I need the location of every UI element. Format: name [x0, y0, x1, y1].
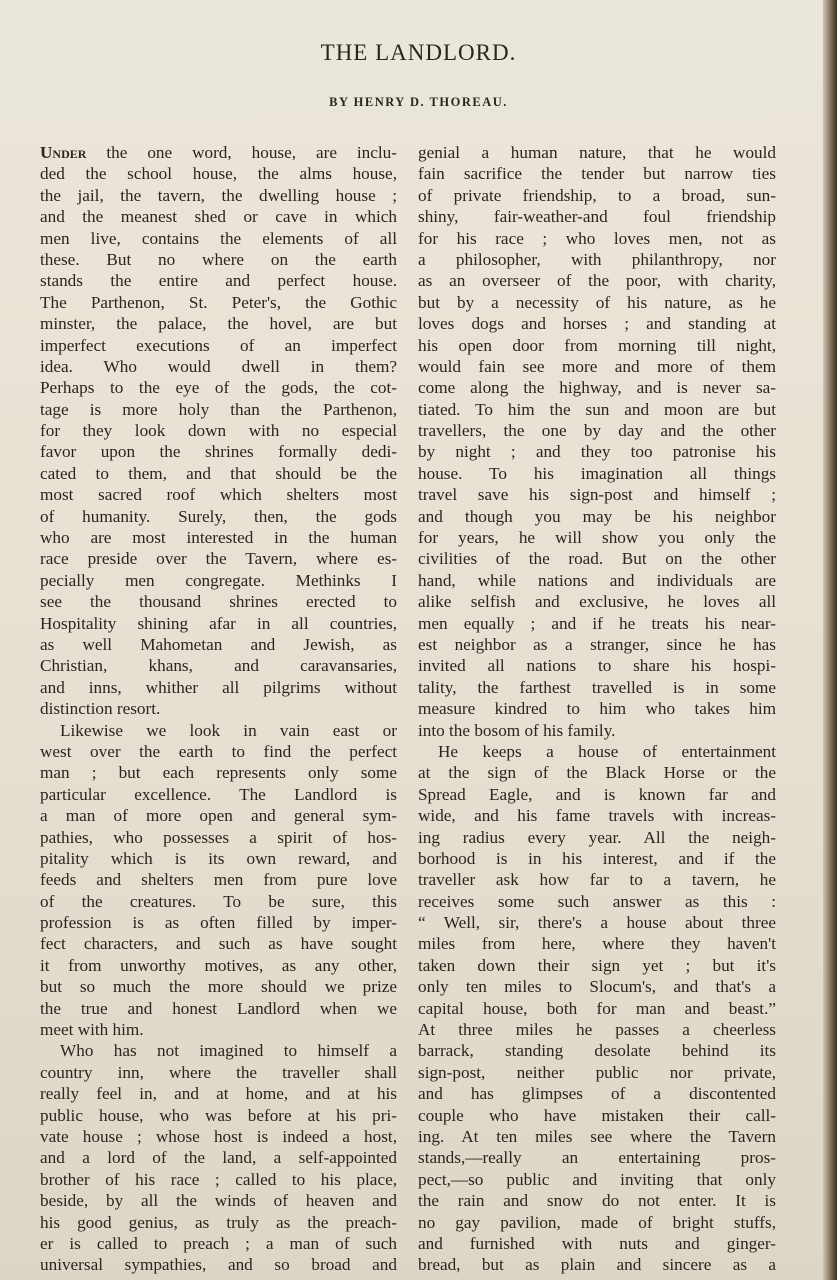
line-text: the rain and snow do not enter. It is: [418, 1191, 776, 1211]
line-text: and furnished with nuts and ginger-: [418, 1233, 776, 1253]
line-text: come along the highway, and is never sa-: [418, 378, 776, 398]
line-text: shiny, fair-weather-and foul friendship: [418, 207, 776, 227]
text-line: [40, 762, 397, 783]
text-line: [418, 933, 776, 954]
line-text: the true and honest Landlord when we: [40, 998, 397, 1018]
line-text: country inn, where the traveller shall: [40, 1062, 397, 1082]
line-text: the one word, house, are inclu-: [106, 143, 397, 162]
line-text: for years, he will show you only the: [418, 528, 776, 548]
text-line: [40, 527, 397, 548]
line-text: men live, contains the elements of all: [40, 228, 397, 248]
line-text: of the creatures. To be sure, this: [40, 891, 397, 911]
text-line: [418, 1169, 776, 1190]
text-line: [418, 484, 776, 505]
line-text: most sacred roof which shelters most: [40, 485, 397, 505]
article-byline: BY HENRY D. THOREAU.: [329, 95, 508, 109]
line-text: the jail, the tavern, the dwelling house ;: [40, 185, 397, 205]
text-column-right: [418, 142, 776, 1276]
text-line: [40, 1083, 397, 1104]
text-line: [418, 741, 776, 762]
text-column-left: [40, 142, 397, 1276]
text-line: [418, 677, 776, 698]
text-line: [40, 976, 397, 997]
line-text: Hospitality shining afar in all countries,: [40, 613, 397, 633]
text-line: [40, 848, 397, 869]
line-text: public house, who was before at his pri-: [40, 1105, 397, 1125]
text-line: [418, 827, 776, 848]
text-line: [40, 249, 397, 270]
line-text: house. To his imagination all things: [418, 463, 776, 483]
text-line: [418, 292, 776, 313]
text-line: [418, 655, 776, 676]
line-text: a philosopher, with philanthropy, nor: [418, 249, 776, 269]
text-line: [40, 998, 397, 1019]
text-line: [40, 720, 397, 741]
text-line: [40, 784, 397, 805]
text-line: [418, 613, 776, 634]
line-text: tage is more holy than the Parthenon,: [40, 399, 397, 419]
text-line: [40, 548, 397, 569]
line-text: it from unworthy motives, as any other,: [40, 955, 397, 975]
line-text: At three miles he passes a cheerless: [418, 1020, 776, 1040]
line-text: distinction resort.: [40, 699, 161, 719]
text-line: [40, 869, 397, 890]
text-line: [40, 484, 397, 505]
text-line: [418, 634, 776, 655]
line-text: as well Mahometan and Jewish, as: [40, 634, 397, 654]
line-text: race preside over the Tavern, where es-: [40, 549, 397, 569]
text-line: [40, 356, 397, 377]
text-line: [418, 206, 776, 227]
line-text: by night ; and they too patronise his: [418, 442, 776, 462]
text-line: [40, 1254, 397, 1275]
text-line: [40, 377, 397, 398]
text-line: [40, 1126, 397, 1147]
text-line: [40, 1105, 397, 1126]
line-text: stands the entire and perfect house.: [40, 271, 397, 291]
line-text: feeds and shelters men from pure love: [40, 870, 397, 890]
line-text: travellers, the one by day and the other: [418, 421, 776, 441]
line-text: but so much the more should we prize: [40, 977, 397, 997]
line-text: west over the earth to find the perfect: [40, 741, 397, 761]
line-text: no gay pavilion, made of bright stuffs,: [418, 1212, 776, 1232]
text-line: [418, 1233, 776, 1254]
line-text: men equally ; and if he treats his near-: [418, 613, 776, 633]
text-line: [40, 185, 397, 206]
line-text: beside, by all the winds of heaven and: [40, 1191, 397, 1211]
line-text: profession is as often filled by imper-: [40, 913, 397, 933]
text-line: [418, 762, 776, 783]
line-text: minster, the palace, the hovel, are but: [40, 314, 397, 334]
line-text: hand, while nations and individuals are: [418, 570, 776, 590]
text-line: [418, 720, 776, 741]
text-line: [40, 933, 397, 954]
line-text: imperfect executions of an imperfect: [40, 335, 397, 355]
line-text: ing. At ten miles see where the Tavern: [418, 1126, 776, 1146]
line-text: barrack, standing desolate behind its: [418, 1041, 776, 1061]
text-line: [418, 163, 776, 184]
text-line: [40, 827, 397, 848]
text-line: [40, 634, 397, 655]
drop-word: Under: [40, 143, 87, 162]
line-text: pecially men congregate. Methinks I: [40, 570, 397, 590]
text-line: [418, 570, 776, 591]
line-text: would fain see more and more of them: [418, 356, 776, 376]
text-line: [40, 805, 397, 826]
line-text: wide, and his fame travels with increas-: [418, 806, 776, 826]
line-text: fain sacrifice the tender but narrow ties: [418, 164, 776, 184]
text-line: [418, 228, 776, 249]
line-text: capital house, both for man and beast.”: [418, 998, 776, 1018]
text-line: [418, 955, 776, 976]
line-text: er is called to preach ; a man of such: [40, 1233, 397, 1253]
text-line: [40, 677, 397, 698]
text-line: [40, 741, 397, 762]
line-text: receives some such answer as this :: [418, 891, 776, 911]
line-text: see the thousand shrines erected to: [40, 592, 397, 612]
line-text: a man of more open and general sym-: [40, 806, 397, 826]
text-line: [418, 377, 776, 398]
text-line: [418, 998, 776, 1019]
text-line: [418, 591, 776, 612]
line-text: really feel in, and at home, and at his: [40, 1084, 397, 1104]
line-text: est neighbor as a stranger, since he has: [418, 634, 776, 654]
text-line: [40, 335, 397, 356]
text-line: [40, 420, 397, 441]
line-text: his open door from morning till night,: [418, 335, 776, 355]
line-text: miles from here, where they haven't: [418, 934, 776, 954]
text-line: [40, 1019, 397, 1040]
text-line: [418, 441, 776, 462]
line-text: vate house ; whose host is indeed a host,: [40, 1126, 397, 1146]
text-line: [40, 399, 397, 420]
text-line: [418, 1105, 776, 1126]
line-text: “ Well, sir, there's a house about three: [418, 913, 776, 933]
article-title: THE LANDLORD.: [320, 40, 517, 65]
line-text: meet with him.: [40, 1020, 144, 1040]
text-line: [418, 399, 776, 420]
text-line: [40, 1233, 397, 1254]
text-line: [418, 356, 776, 377]
line-text: brother of his race ; called to his place,: [40, 1169, 397, 1189]
line-text: cated to them, and that should be the: [40, 463, 397, 483]
text-line: [40, 228, 397, 249]
line-text: at the sign of the Black Horse or the: [418, 763, 776, 783]
text-line: [40, 591, 397, 612]
line-text: measure kindred to him who takes him: [418, 699, 776, 719]
text-line: [40, 1190, 397, 1211]
text-line: [418, 335, 776, 356]
line-text: and inns, whither all pilgrims without: [40, 677, 397, 697]
text-line: [40, 1169, 397, 1190]
text-line: [40, 206, 397, 227]
line-text: his good genius, as truly as the preach-: [40, 1212, 397, 1232]
line-text: of humanity. Surely, then, the gods: [40, 506, 397, 526]
line-text: pect,—so public and inviting that only: [418, 1169, 776, 1189]
line-text: as an overseer of the poor, with charity,: [418, 271, 776, 291]
text-line: [40, 313, 397, 334]
line-text: civilities of the road. But on the other: [418, 549, 776, 569]
line-text: fect characters, and such as have sought: [40, 934, 397, 954]
line-text: alike selfish and exclusive, he loves all: [418, 592, 776, 612]
text-line: [40, 955, 397, 976]
line-text: couple who have mistaken their call-: [418, 1105, 776, 1125]
line-text: sign-post, neither public nor private,: [418, 1062, 776, 1082]
text-line: [418, 270, 776, 291]
text-line: [418, 698, 776, 719]
line-text: Spread Eagle, and is known far and: [418, 784, 776, 804]
text-line: [40, 270, 397, 291]
text-line: [40, 506, 397, 527]
text-line: [40, 463, 397, 484]
text-line: [40, 441, 397, 462]
page-edge-shadow: [823, 0, 837, 1280]
text-line: [40, 613, 397, 634]
line-text: The Parthenon, St. Peter's, the Gothic: [40, 292, 397, 312]
text-line: [40, 163, 397, 184]
line-text: genial a human nature, that he would: [418, 143, 776, 162]
line-text: travel save his sign-post and himself ;: [418, 485, 776, 505]
line-text: Christian, khans, and caravansaries,: [40, 656, 397, 676]
line-text: taken down their sign yet ; but it's: [418, 955, 776, 975]
line-text: tiated. To him the sun and moon are but: [418, 399, 776, 419]
line-text: bread, but as plain and sincere as a: [418, 1255, 776, 1275]
text-line: [40, 698, 397, 719]
text-line: [418, 912, 776, 933]
text-line: [40, 1212, 397, 1233]
line-text: for his race ; who loves men, not as: [418, 228, 776, 248]
line-text: favor upon the shrines formally dedi-: [40, 442, 397, 462]
line-text: universal sympathies, and so broad and: [40, 1255, 397, 1275]
line-text: pathies, who possesses a spirit of hos-: [40, 827, 397, 847]
line-text: ing radius every year. All the neigh-: [418, 827, 776, 847]
text-line: [40, 292, 397, 313]
text-line: [418, 527, 776, 548]
text-line: [418, 784, 776, 805]
line-text: these. But no where on the earth: [40, 249, 397, 269]
line-text: and though you may be his neighbor: [418, 506, 776, 526]
line-text: traveller ask how far to a tavern, he: [418, 870, 776, 890]
line-text: stands,—really an entertaining pros-: [418, 1148, 776, 1168]
line-text: particular excellence. The Landlord is: [40, 784, 397, 804]
text-line: [418, 891, 776, 912]
line-text: tality, the farthest travelled is in some: [418, 677, 776, 697]
text-line: [418, 848, 776, 869]
line-text: and has glimpses of a discontented: [418, 1084, 776, 1104]
text-line: [40, 142, 397, 163]
line-text: borhood is in his interest, and if the: [418, 848, 776, 868]
text-line: [418, 1147, 776, 1168]
line-text: idea. Who would dwell in them?: [40, 356, 397, 376]
line-text: and a lord of the land, a self-appointed: [40, 1148, 397, 1168]
line-text: loves dogs and horses ; and standing at: [418, 314, 776, 334]
line-text: only ten miles to Slocum's, and that's a: [418, 977, 776, 997]
text-line: [40, 655, 397, 676]
line-text: Who has not imagined to himself a: [60, 1041, 397, 1061]
text-line: [418, 1190, 776, 1211]
line-text: Likewise we look in vain east or: [60, 720, 397, 740]
text-line: [418, 976, 776, 997]
text-line: [418, 506, 776, 527]
text-line: [418, 420, 776, 441]
text-line: [418, 548, 776, 569]
text-line: [418, 869, 776, 890]
text-line: [418, 805, 776, 826]
text-line: [418, 1126, 776, 1147]
line-text: pitality which is its own reward, and: [40, 848, 397, 868]
text-line: [418, 1254, 776, 1275]
line-text: man ; but each represents only some: [40, 763, 397, 783]
text-line: [40, 891, 397, 912]
line-text: and the meanest shed or cave in which: [40, 207, 397, 227]
text-line: [418, 1083, 776, 1104]
text-line: [418, 1062, 776, 1083]
text-line: [418, 1019, 776, 1040]
line-text: Perhaps to the eye of the gods, the cot-: [40, 378, 397, 398]
line-text: but by a necessity of his nature, as he: [418, 292, 776, 312]
text-line: [418, 185, 776, 206]
text-line: [40, 1147, 397, 1168]
line-text: for they look down with no especial: [40, 421, 397, 441]
line-text: who are most interested in the human: [40, 528, 397, 548]
line-text: of private friendship, to a broad, sun-: [418, 185, 776, 205]
line-text: He keeps a house of entertainment: [438, 741, 776, 761]
text-line: [418, 1040, 776, 1061]
text-line: [40, 912, 397, 933]
text-line: [40, 570, 397, 591]
text-line: [418, 1212, 776, 1233]
line-text: ded the school house, the alms house,: [40, 164, 397, 184]
text-line: [418, 249, 776, 270]
text-line: [418, 463, 776, 484]
text-line: [40, 1040, 397, 1061]
line-text: invited all nations to share his hospi-: [418, 656, 776, 676]
text-line: [418, 142, 776, 163]
line-text: into the bosom of his family.: [418, 720, 616, 740]
text-line: [40, 1062, 397, 1083]
text-line: [418, 313, 776, 334]
